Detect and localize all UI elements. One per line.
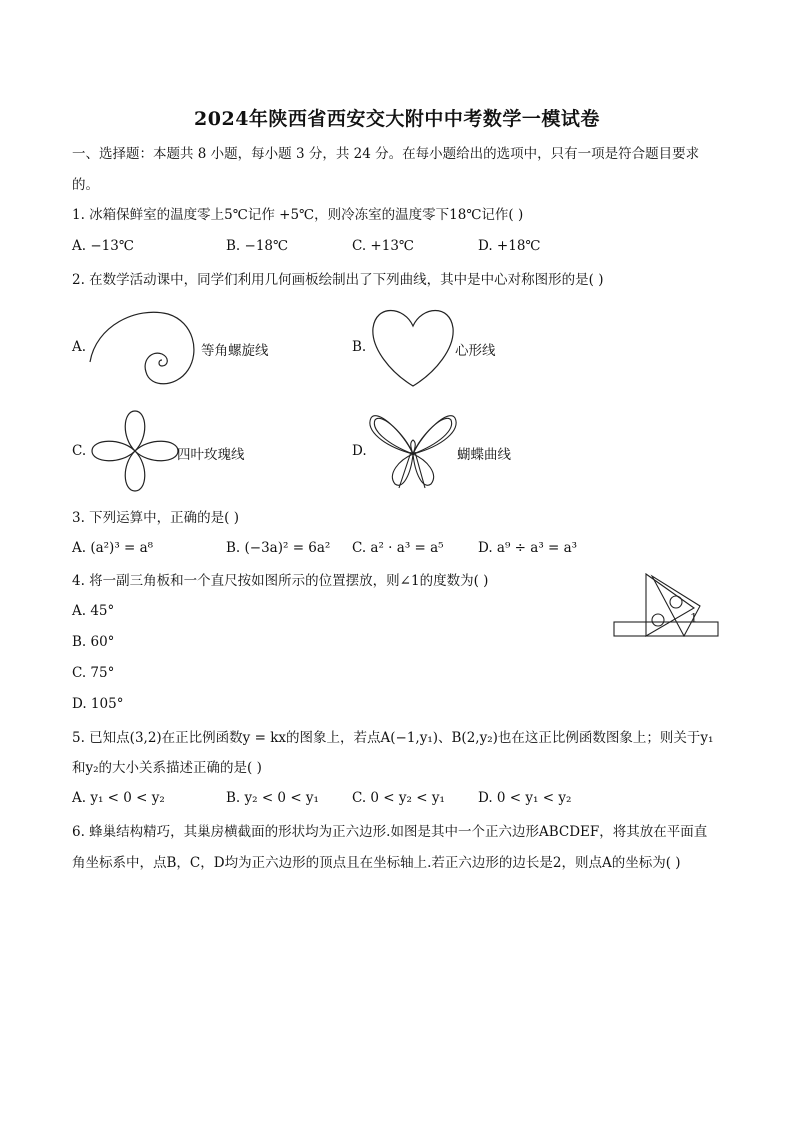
question-1-option-b: B. −18℃ (226, 238, 289, 254)
question-1-option-d: D. +18℃ (478, 238, 541, 254)
question-3-stem: 3. 下列运算中，正确的是( ) (72, 510, 239, 526)
question-6-stem-line2: 角坐标系中，点B，C，D均为正六边形的顶点且在坐标轴上.若正六边形的边长是2，则点A的坐标为( ) (72, 855, 681, 871)
question-5-stem-line1: 5. 已知点(3,2)在正比例函数y = kx的图象上，若点A(−1,y₁)、B(2,y₂)也在这正比例函数图象上；则关于y₁ (72, 730, 714, 746)
question-4-option-d: D. 105° (72, 696, 124, 712)
question-4-option-a: A. 45° (72, 603, 115, 619)
question-3-option-c: C. a² · a³ = a⁵ (352, 540, 444, 556)
question-2-stem: 2. 在数学活动课中，同学们利用几何画板绘制出了下列曲线，其中是中心对称图形的是( ) (72, 272, 604, 288)
figure-label-butterfly: 蝴蝶曲线 (457, 447, 511, 463)
question-2-option-a: A. (72, 339, 87, 355)
question-2-option-b: B. (352, 339, 367, 355)
question-1-option-c: C. +13℃ (352, 238, 415, 254)
question-3-option-b: B. (−3a)² = 6a² (226, 540, 331, 556)
question-4-option-b: B. 60° (72, 634, 115, 650)
question-3-option-a: A. (a²)³ = a⁸ (72, 540, 154, 556)
figure-label-heart: 心形线 (455, 343, 496, 359)
angle-1-label: 1 (690, 611, 698, 625)
figure-label-spiral: 等角螺旋线 (201, 343, 269, 359)
question-1-stem: 1. 冰箱保鲜室的温度零上5℃记作 +5℃，则冷冻室的温度零下18℃记作( ) (72, 207, 524, 223)
figure-label-rose: 四叶玫瑰线 (177, 447, 245, 463)
butterfly-curve-figure (368, 406, 458, 490)
question-4-option-c: C. 75° (72, 665, 115, 681)
question-4-stem: 4. 将一副三角板和一个直尺按如图所示的位置摆放，则∠1的度数为( ) (72, 573, 489, 589)
question-2-option-c: C. (72, 443, 87, 459)
section-heading-line1: 一、选择题：本题共 8 小题，每小题 3 分，共 24 分。在每小题给出的选项中，只有一项是符合题目要求 (72, 146, 700, 162)
question-6-stem-line1: 6. 蜂巢结构精巧，其巢房横截面的形状均为正六边形.如图是其中一个正六边形ABCDEF，将其放在平面直 (72, 824, 708, 840)
cardioid-figure (370, 302, 456, 388)
question-5-option-a: A. y₁ < 0 < y₂ (72, 790, 165, 806)
question-1-option-a: A. −13℃ (72, 238, 134, 254)
triangle-ruler-figure (610, 570, 722, 640)
four-leaf-rose-figure (90, 407, 180, 495)
equiangular-spiral-figure (88, 304, 203, 389)
question-2-option-d: D. (352, 443, 367, 459)
question-5-option-c: C. 0 < y₂ < y₁ (352, 790, 445, 806)
section-heading-line2: 的。 (72, 177, 99, 193)
question-5-option-d: D. 0 < y₁ < y₂ (478, 790, 572, 806)
question-5-option-b: B. y₂ < 0 < y₁ (226, 790, 319, 806)
page-title: 2024年陕西省西安交大附中中考数学一模试卷 (194, 108, 600, 130)
question-5-stem-line2: 和y₂的大小关系描述正确的是( ) (72, 760, 262, 776)
question-3-option-d: D. a⁹ ÷ a³ = a³ (478, 540, 578, 556)
